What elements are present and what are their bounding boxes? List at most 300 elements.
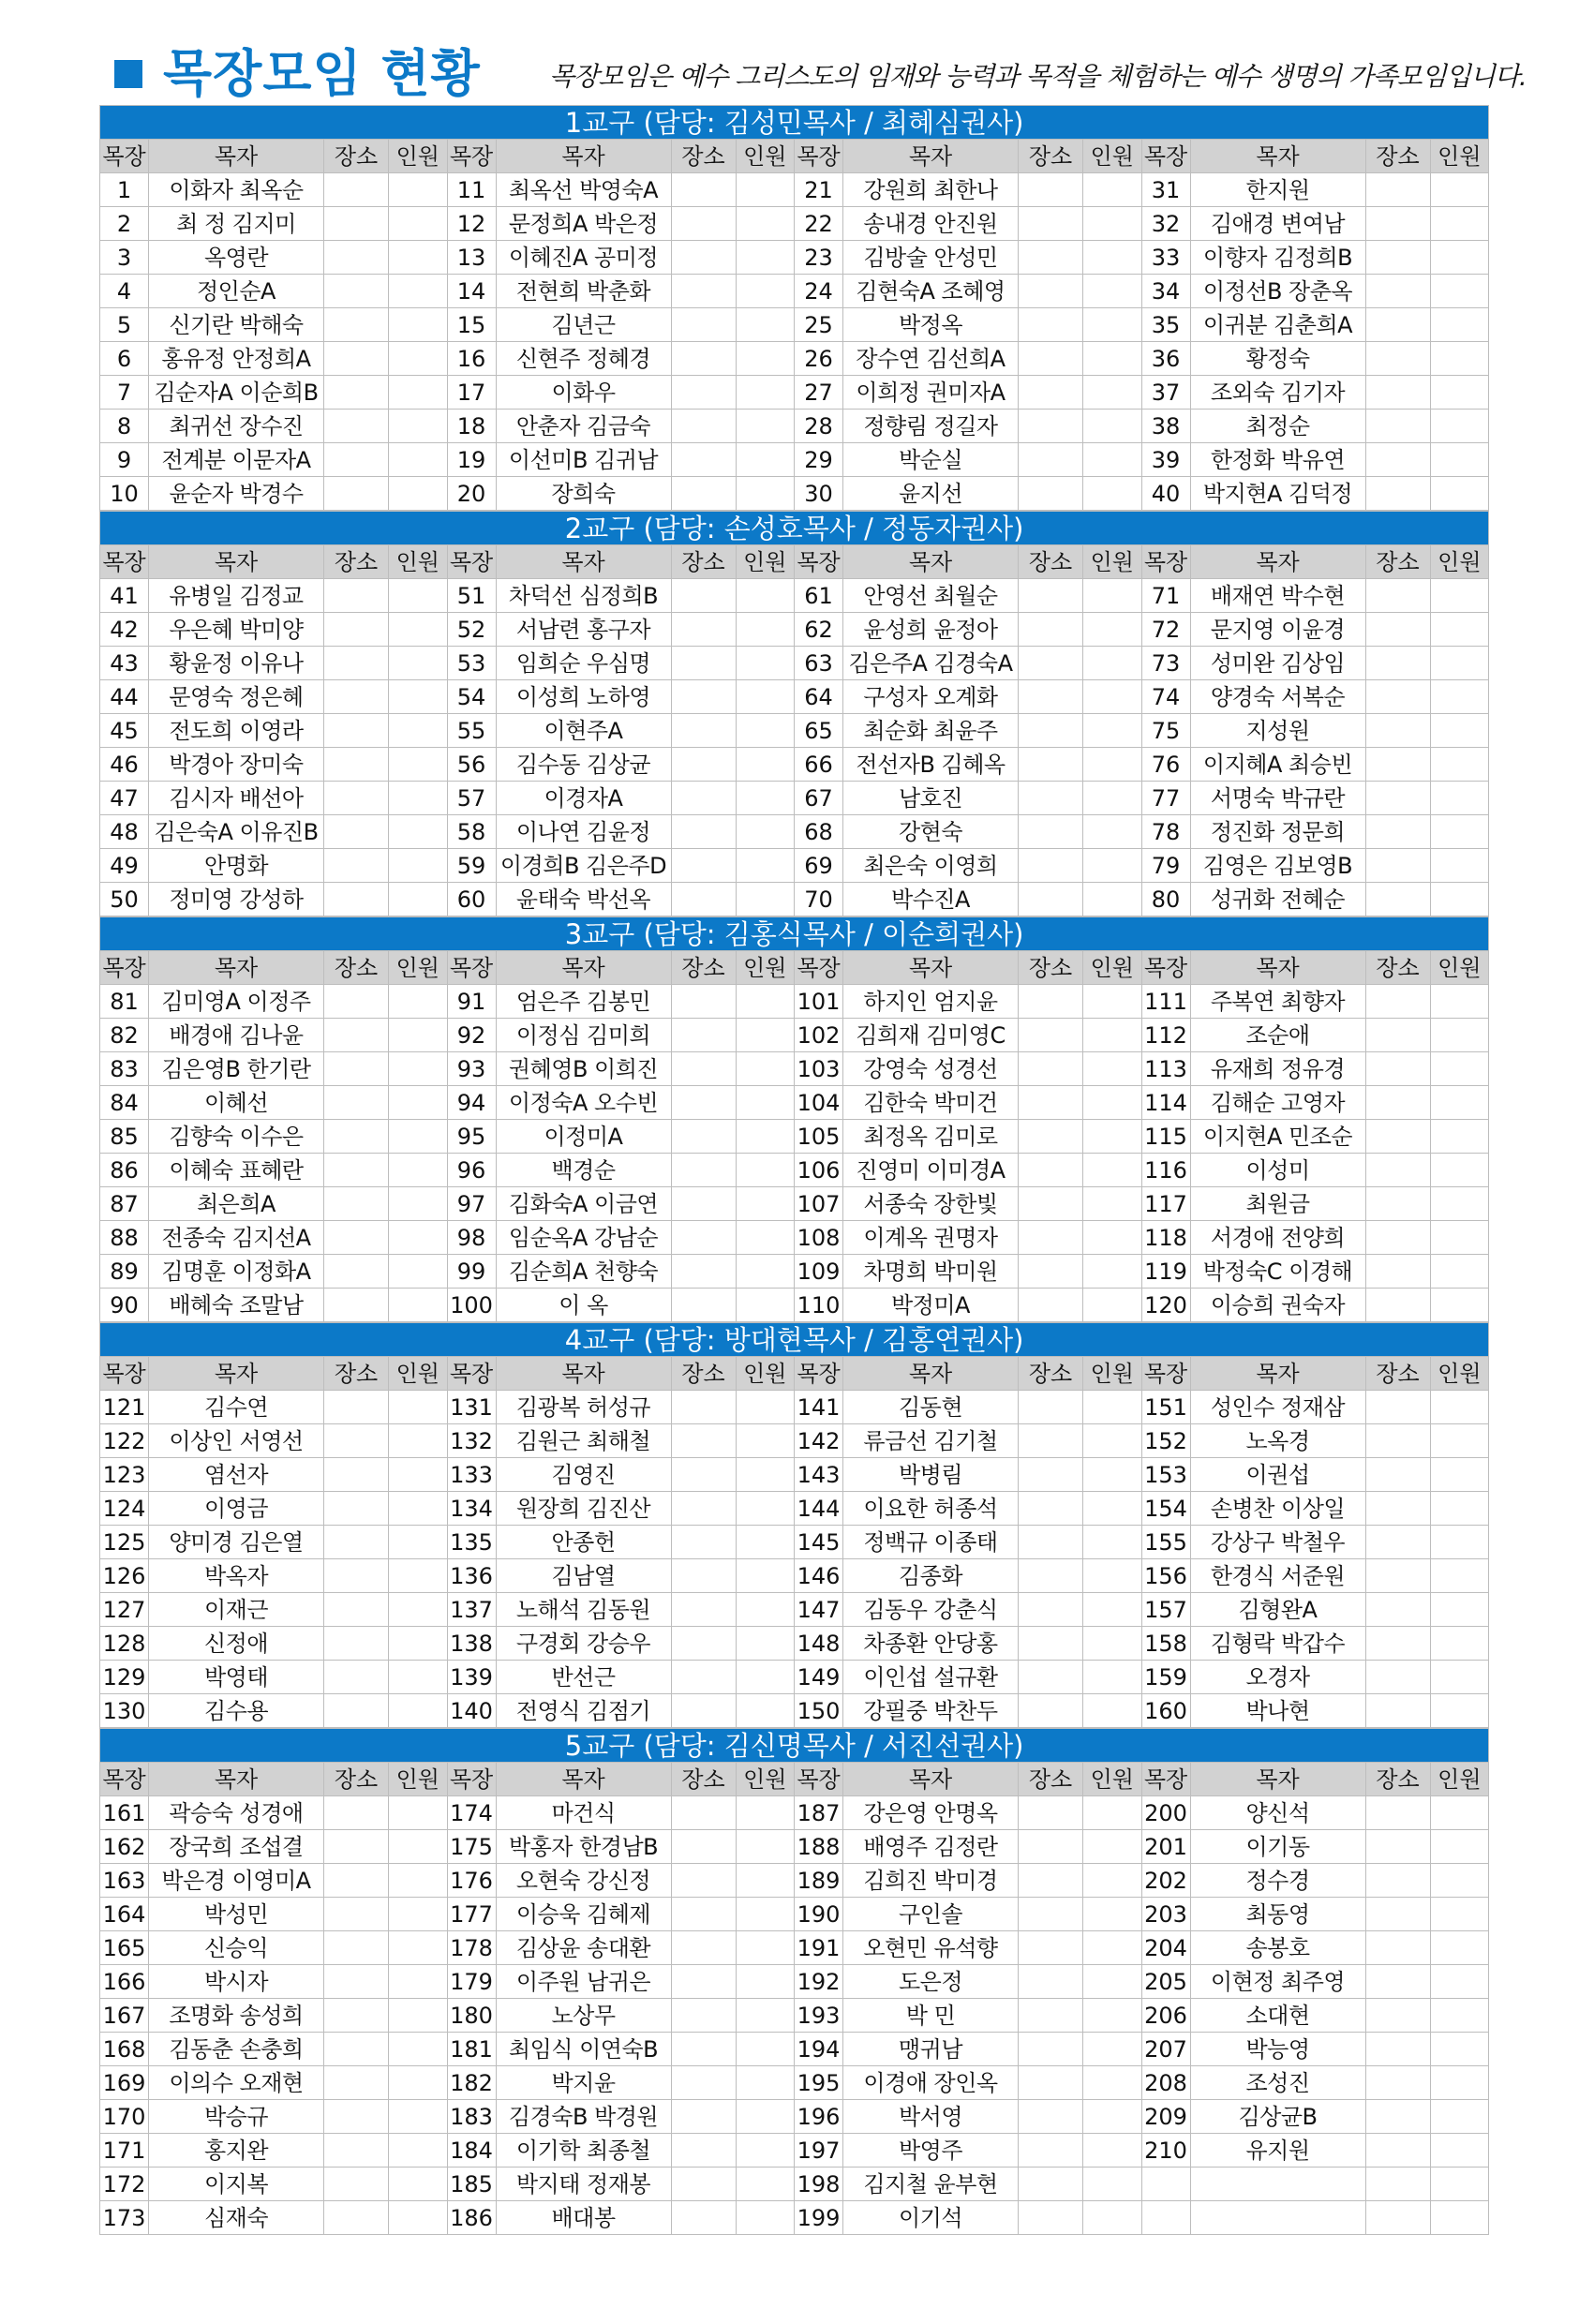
mokjang-number: 110 — [795, 1289, 843, 1322]
count-cell — [389, 241, 448, 275]
place-cell — [324, 1120, 389, 1154]
place-cell — [1019, 1661, 1083, 1694]
count-cell — [1430, 1864, 1489, 1898]
count-cell — [389, 1965, 448, 1999]
place-cell — [1365, 1593, 1430, 1627]
mokja-name: 이승욱 김혜제 — [496, 1898, 671, 1931]
col-header-mokjang: 목장 — [447, 140, 496, 173]
mokja-name: 윤순자 박경수 — [149, 477, 324, 511]
count-cell — [1083, 2201, 1142, 2235]
count-cell — [1430, 613, 1489, 647]
count-cell — [736, 2033, 795, 2066]
mokja-name: 최순화 최윤주 — [843, 714, 1019, 748]
mokjang-number: 123 — [100, 1458, 149, 1492]
count-cell — [736, 985, 795, 1019]
mokjang-number: 4 — [100, 275, 149, 308]
place-cell — [1019, 1019, 1083, 1052]
mokjang-number: 49 — [100, 849, 149, 883]
mokja-name: 유재희 정유경 — [1190, 1052, 1365, 1086]
mokjang-number: 86 — [100, 1154, 149, 1187]
mokja-name: 배혜숙 조말남 — [149, 1289, 324, 1322]
place-cell — [1365, 985, 1430, 1019]
place-cell — [671, 849, 736, 883]
mokjang-number: 88 — [100, 1221, 149, 1255]
mokja-name — [1190, 2201, 1365, 2235]
mokja-name: 박서영 — [843, 2100, 1019, 2134]
mokjang-number: 153 — [1141, 1458, 1190, 1492]
count-cell — [1083, 376, 1142, 410]
mokjang-number: 25 — [795, 308, 843, 342]
mokjang-number: 210 — [1141, 2134, 1190, 2168]
mokjang-number: 67 — [795, 782, 843, 815]
mokjang-number: 59 — [447, 849, 496, 883]
place-cell — [1019, 1289, 1083, 1322]
count-cell — [1083, 1694, 1142, 1728]
mokja-name: 김방술 안성민 — [843, 241, 1019, 275]
table-row — [100, 985, 1489, 1019]
count-cell — [1083, 2168, 1142, 2201]
count-cell — [1430, 1120, 1489, 1154]
place-cell — [324, 1796, 389, 1830]
count-cell — [389, 1898, 448, 1931]
mokja-name: 이현주A — [496, 714, 671, 748]
mokja-name: 양신석 — [1190, 1796, 1365, 1830]
mokjang-number: 71 — [1141, 579, 1190, 613]
table-row — [100, 477, 1489, 511]
count-cell — [736, 1187, 795, 1221]
count-cell — [389, 1391, 448, 1424]
mokjang-number: 111 — [1141, 985, 1190, 1019]
mokjang-number: 202 — [1141, 1864, 1190, 1898]
mokja-name: 박 민 — [843, 1999, 1019, 2033]
mokjang-number: 198 — [795, 2168, 843, 2201]
place-cell — [1019, 1391, 1083, 1424]
place-cell — [671, 1898, 736, 1931]
col-header-place: 장소 — [1365, 140, 1430, 173]
table-row — [100, 207, 1489, 241]
mokjang-number: 176 — [447, 1864, 496, 1898]
mokja-name: 하지인 엄지윤 — [843, 985, 1019, 1019]
place-cell — [324, 1492, 389, 1526]
place-cell — [671, 1661, 736, 1694]
place-cell — [1019, 1898, 1083, 1931]
count-cell — [1083, 1255, 1142, 1289]
count-cell — [1430, 207, 1489, 241]
place-cell — [1019, 1559, 1083, 1593]
mokja-name: 원장희 김진산 — [496, 1492, 671, 1526]
count-cell — [736, 1424, 795, 1458]
mokjang-number: 100 — [447, 1289, 496, 1322]
mokja-name: 임순옥A 강남순 — [496, 1221, 671, 1255]
mokjang-number: 131 — [447, 1391, 496, 1424]
table-row — [100, 1526, 1489, 1559]
place-cell — [1019, 2033, 1083, 2066]
table-row — [100, 2066, 1489, 2100]
mokja-name: 남호진 — [843, 782, 1019, 815]
count-cell — [1083, 1661, 1142, 1694]
place-cell — [324, 1627, 389, 1661]
mokja-name: 이 옥 — [496, 1289, 671, 1322]
count-cell — [1430, 1796, 1489, 1830]
count-cell — [1430, 1154, 1489, 1187]
mokjang-number: 119 — [1141, 1255, 1190, 1289]
count-cell — [1083, 1391, 1142, 1424]
count-cell — [1083, 579, 1142, 613]
mokjang-number: 53 — [447, 647, 496, 680]
place-cell — [1019, 410, 1083, 443]
mokjang-number: 43 — [100, 647, 149, 680]
mokjang-number: 75 — [1141, 714, 1190, 748]
mokjang-number: 151 — [1141, 1391, 1190, 1424]
place-cell — [671, 1694, 736, 1728]
count-cell — [1083, 1931, 1142, 1965]
place-cell — [671, 1154, 736, 1187]
col-header-count: 인원 — [389, 545, 448, 579]
table-row — [100, 1627, 1489, 1661]
mokjang-number: 185 — [447, 2168, 496, 2201]
mokja-name: 최동영 — [1190, 1898, 1365, 1931]
mokjang-number: 26 — [795, 342, 843, 376]
place-cell — [324, 1458, 389, 1492]
mokja-name: 최옥선 박영숙A — [496, 173, 671, 207]
mokja-name: 진영미 이미경A — [843, 1154, 1019, 1187]
mokjang-number: 137 — [447, 1593, 496, 1627]
mokja-name: 한지원 — [1190, 173, 1365, 207]
mokja-name: 이성미 — [1190, 1154, 1365, 1187]
count-cell — [1083, 2100, 1142, 2134]
count-cell — [736, 1999, 795, 2033]
table-row — [100, 1864, 1489, 1898]
mokja-name: 김은영B 한기란 — [149, 1052, 324, 1086]
count-cell — [1430, 1255, 1489, 1289]
mokjang-number: 182 — [447, 2066, 496, 2100]
mokja-name: 이정미A — [496, 1120, 671, 1154]
place-cell — [1365, 748, 1430, 782]
place-cell — [1019, 1052, 1083, 1086]
district-title: 2교구 (담당: 손성호목사 / 정동자권사) — [100, 512, 1489, 545]
mokjang-number: 15 — [447, 308, 496, 342]
count-cell — [389, 579, 448, 613]
mokja-name: 이지혜A 최승빈 — [1190, 748, 1365, 782]
mokjang-number: 2 — [100, 207, 149, 241]
place-cell — [671, 1593, 736, 1627]
mokjang-number: 148 — [795, 1627, 843, 1661]
mokjang-number: 186 — [447, 2201, 496, 2235]
mokja-name: 김영은 김보영B — [1190, 849, 1365, 883]
place-cell — [671, 241, 736, 275]
table-row — [100, 647, 1489, 680]
place-cell — [1019, 748, 1083, 782]
mokja-name: 김경숙B 박경원 — [496, 2100, 671, 2134]
place-cell — [324, 410, 389, 443]
col-header-place: 장소 — [1019, 140, 1083, 173]
count-cell — [389, 613, 448, 647]
mokjang-number: 55 — [447, 714, 496, 748]
col-header-mokjang: 목장 — [447, 1357, 496, 1391]
col-header-mokja: 목자 — [149, 1357, 324, 1391]
place-cell — [324, 1898, 389, 1931]
count-cell — [736, 782, 795, 815]
mokjang-number: 80 — [1141, 883, 1190, 916]
mokjang-number: 187 — [795, 1796, 843, 1830]
table-row — [100, 1221, 1489, 1255]
mokjang-number: 109 — [795, 1255, 843, 1289]
col-header-mokjang: 목장 — [100, 1357, 149, 1391]
mokja-name: 김동우 강춘식 — [843, 1593, 1019, 1627]
count-cell — [1083, 782, 1142, 815]
count-cell — [389, 849, 448, 883]
place-cell — [1019, 1593, 1083, 1627]
district-title-row — [100, 1323, 1489, 1357]
mokja-name: 최은숙 이영희 — [843, 849, 1019, 883]
place-cell — [671, 714, 736, 748]
place-cell — [324, 173, 389, 207]
col-header-count: 인원 — [1430, 140, 1489, 173]
count-cell — [1083, 1492, 1142, 1526]
mokja-name: 박승규 — [149, 2100, 324, 2134]
mokja-name: 최정옥 김미로 — [843, 1120, 1019, 1154]
col-header-count: 인원 — [736, 1357, 795, 1391]
place-cell — [1019, 1694, 1083, 1728]
mokja-name: 박정숙C 이경해 — [1190, 1255, 1365, 1289]
place-cell — [324, 2134, 389, 2168]
place-cell — [671, 985, 736, 1019]
place-cell — [671, 1931, 736, 1965]
count-cell — [736, 1593, 795, 1627]
count-cell — [389, 1830, 448, 1864]
place-cell — [1019, 680, 1083, 714]
mokja-name: 이승희 권숙자 — [1190, 1289, 1365, 1322]
count-cell — [1430, 275, 1489, 308]
mokjang-number: 41 — [100, 579, 149, 613]
table-row — [100, 1559, 1489, 1593]
count-cell — [389, 714, 448, 748]
place-cell — [324, 1931, 389, 1965]
mokjang-number — [1141, 2168, 1190, 2201]
count-cell — [736, 2066, 795, 2100]
place-cell — [671, 1052, 736, 1086]
mokja-name: 박능영 — [1190, 2033, 1365, 2066]
mokja-name: 정백규 이종태 — [843, 1526, 1019, 1559]
mokja-name: 이기석 — [843, 2201, 1019, 2235]
mokjang-number: 35 — [1141, 308, 1190, 342]
place-cell — [324, 477, 389, 511]
mokjang-number: 74 — [1141, 680, 1190, 714]
place-cell — [1019, 477, 1083, 511]
mokja-name: 배영주 김정란 — [843, 1830, 1019, 1864]
mokja-name: 전선자B 김혜옥 — [843, 748, 1019, 782]
column-header-row — [100, 1357, 1489, 1391]
count-cell — [1430, 1019, 1489, 1052]
mokjang-number: 36 — [1141, 342, 1190, 376]
place-cell — [324, 1052, 389, 1086]
place-cell — [1365, 1019, 1430, 1052]
count-cell — [1083, 714, 1142, 748]
mokjang-number: 162 — [100, 1830, 149, 1864]
mokjang-number: 208 — [1141, 2066, 1190, 2100]
place-cell — [671, 1120, 736, 1154]
mokjang-number: 115 — [1141, 1120, 1190, 1154]
mokja-name: 박지윤 — [496, 2066, 671, 2100]
place-cell — [324, 1526, 389, 1559]
count-cell — [389, 2100, 448, 2134]
place-cell — [1019, 849, 1083, 883]
mokjang-number: 3 — [100, 241, 149, 275]
place-cell — [1019, 1965, 1083, 1999]
count-cell — [1083, 1999, 1142, 2033]
count-cell — [1430, 173, 1489, 207]
mokja-name: 최귀선 장수진 — [149, 410, 324, 443]
place-cell — [1365, 849, 1430, 883]
place-cell — [1365, 1492, 1430, 1526]
place-cell — [1019, 2201, 1083, 2235]
place-cell — [324, 1019, 389, 1052]
col-header-mokjang: 목장 — [100, 545, 149, 579]
place-cell — [324, 1086, 389, 1120]
place-cell — [1019, 1255, 1083, 1289]
mokja-name: 반선근 — [496, 1661, 671, 1694]
col-header-place: 장소 — [1019, 951, 1083, 985]
place-cell — [1019, 173, 1083, 207]
place-cell — [1365, 1424, 1430, 1458]
place-cell — [1019, 1221, 1083, 1255]
mokja-name: 성인수 정재삼 — [1190, 1391, 1365, 1424]
count-cell — [736, 748, 795, 782]
mokja-name: 양경숙 서복순 — [1190, 680, 1365, 714]
mokja-name: 류금선 김기철 — [843, 1424, 1019, 1458]
mokjang-number: 194 — [795, 2033, 843, 2066]
mokjang-number: 1 — [100, 173, 149, 207]
mokja-name: 이현정 최주영 — [1190, 1965, 1365, 1999]
table-row — [100, 782, 1489, 815]
mokjang-number: 193 — [795, 1999, 843, 2033]
place-cell — [671, 2100, 736, 2134]
mokja-name: 문지영 이윤경 — [1190, 613, 1365, 647]
count-cell — [736, 1120, 795, 1154]
mokja-name: 김순희A 천향숙 — [496, 1255, 671, 1289]
count-cell — [389, 1052, 448, 1086]
place-cell — [671, 2134, 736, 2168]
mokja-name: 김지철 윤부현 — [843, 2168, 1019, 2201]
mokjang-number: 28 — [795, 410, 843, 443]
page-subtitle: 목장모임은 예수 그리스도의 임재와 능력과 목적을 체험하는 예수 생명의 가족모임입니다. — [549, 61, 1527, 92]
place-cell — [671, 1526, 736, 1559]
mokjang-number: 155 — [1141, 1526, 1190, 1559]
count-cell — [1083, 680, 1142, 714]
mokja-name: 한경식 서준원 — [1190, 1559, 1365, 1593]
mokja-name: 전영식 김점기 — [496, 1694, 671, 1728]
table-row — [100, 308, 1489, 342]
mokjang-number: 132 — [447, 1424, 496, 1458]
mokjang-number: 141 — [795, 1391, 843, 1424]
count-cell — [389, 815, 448, 849]
district-table — [99, 916, 1489, 1322]
mokja-name: 강현숙 — [843, 815, 1019, 849]
count-cell — [736, 1052, 795, 1086]
mokja-name: 유병일 김정교 — [149, 579, 324, 613]
col-header-mokja: 목자 — [843, 1763, 1019, 1796]
mokjang-number: 127 — [100, 1593, 149, 1627]
table-row — [100, 241, 1489, 275]
place-cell — [671, 308, 736, 342]
place-cell — [1019, 1458, 1083, 1492]
mokjang-number: 166 — [100, 1965, 149, 1999]
place-cell — [324, 985, 389, 1019]
mokjang-number: 81 — [100, 985, 149, 1019]
mokjang-number: 126 — [100, 1559, 149, 1593]
mokja-name: 김동춘 손충희 — [149, 2033, 324, 2066]
mokja-name: 권혜영B 이희진 — [496, 1052, 671, 1086]
col-header-mokja: 목자 — [1190, 545, 1365, 579]
count-cell — [1083, 241, 1142, 275]
count-cell — [736, 1796, 795, 1830]
col-header-mokja: 목자 — [496, 140, 671, 173]
mokja-name: 이나연 김윤정 — [496, 815, 671, 849]
count-cell — [736, 443, 795, 477]
place-cell — [1365, 342, 1430, 376]
mokja-name: 김희재 김미영C — [843, 1019, 1019, 1052]
mokjang-number: 12 — [447, 207, 496, 241]
mokja-name: 마건식 — [496, 1796, 671, 1830]
place-cell — [671, 1289, 736, 1322]
mokja-name: 장희숙 — [496, 477, 671, 511]
mokja-name: 노해석 김동원 — [496, 1593, 671, 1627]
place-cell — [324, 1391, 389, 1424]
count-cell — [1083, 410, 1142, 443]
mokja-name: 박병림 — [843, 1458, 1019, 1492]
mokja-name: 김명훈 이정화A — [149, 1255, 324, 1289]
place-cell — [671, 1864, 736, 1898]
mokjang-number: 38 — [1141, 410, 1190, 443]
district-table — [99, 511, 1489, 916]
table-row — [100, 173, 1489, 207]
mokjang-number: 161 — [100, 1796, 149, 1830]
mokja-name: 이선미B 김귀남 — [496, 443, 671, 477]
mokja-name: 이성희 노하영 — [496, 680, 671, 714]
mokja-name: 차덕선 심정희B — [496, 579, 671, 613]
mokja-name: 강은영 안명옥 — [843, 1796, 1019, 1830]
mokjang-number: 145 — [795, 1526, 843, 1559]
count-cell — [389, 443, 448, 477]
mokjang-number: 69 — [795, 849, 843, 883]
table-row — [100, 1019, 1489, 1052]
mokjang-number: 107 — [795, 1187, 843, 1221]
mokja-name: 노옥경 — [1190, 1424, 1365, 1458]
district-title-row — [100, 1729, 1489, 1763]
place-cell — [324, 1424, 389, 1458]
count-cell — [389, 680, 448, 714]
count-cell — [1430, 579, 1489, 613]
mokja-name: 김미영A 이정주 — [149, 985, 324, 1019]
table-row — [100, 443, 1489, 477]
mokjang-number: 37 — [1141, 376, 1190, 410]
col-header-mokjang: 목장 — [1141, 951, 1190, 985]
table-row — [100, 1391, 1489, 1424]
place-cell — [324, 308, 389, 342]
count-cell — [389, 2201, 448, 2235]
mokjang-number: 122 — [100, 1424, 149, 1458]
table-row — [100, 1931, 1489, 1965]
mokjang-number: 104 — [795, 1086, 843, 1120]
mokjang-number: 206 — [1141, 1999, 1190, 2033]
mokja-name: 이화우 — [496, 376, 671, 410]
mokjang-number: 61 — [795, 579, 843, 613]
place-cell — [1365, 2134, 1430, 2168]
place-cell — [1365, 2168, 1430, 2201]
count-cell — [736, 275, 795, 308]
table-row — [100, 1424, 1489, 1458]
mokjang-number: 47 — [100, 782, 149, 815]
